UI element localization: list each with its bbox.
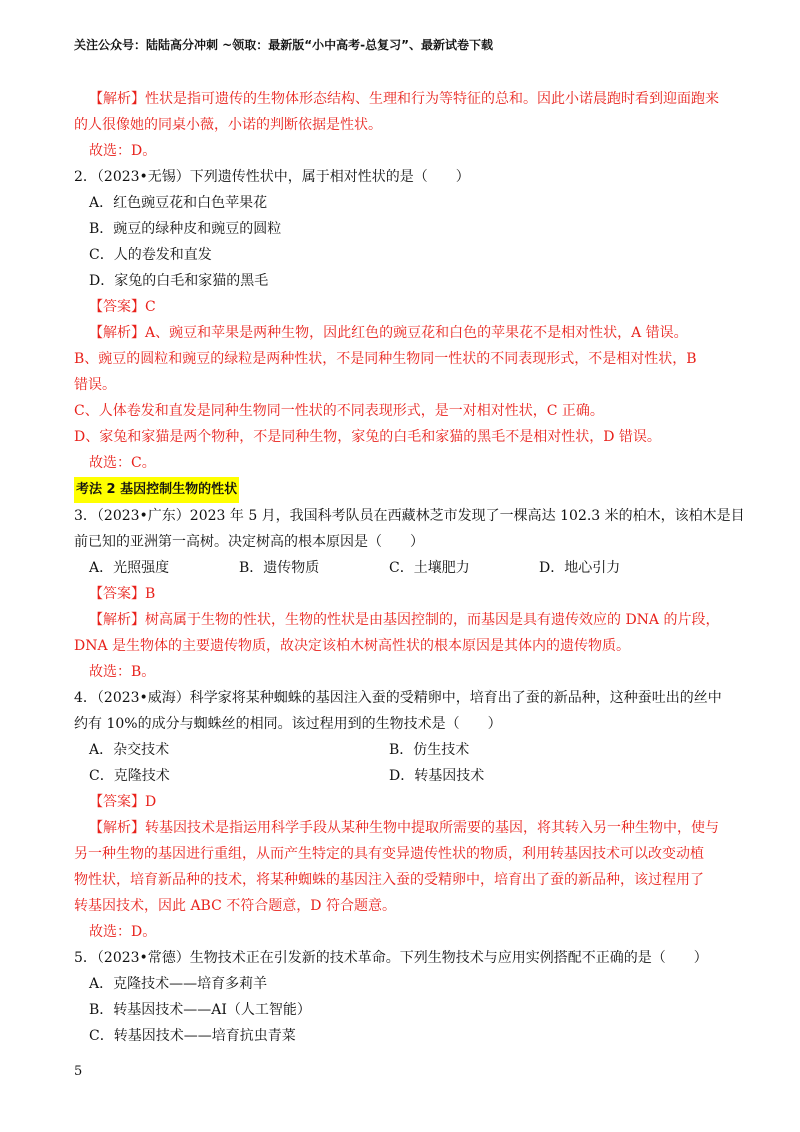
q2-analysis-line: 错误。 — [74, 377, 116, 393]
q4-option-b: B．仿生技术 — [389, 742, 470, 758]
q3-option-a: A．光照强度 — [89, 560, 170, 576]
q4-stem-line: 4．（2023•威海）科学家将某种蜘蛛的基因注入蚕的受精卵中，培育出了蚕的新品种，这种蚕吐出的丝中 — [74, 690, 722, 706]
q2-analysis-line: 【解析】A、豌豆和苹果是两种生物，因此红色的豌豆花和白色的苹果花不是相对性状，A 错误。 — [89, 325, 688, 341]
q3-analysis-line: DNA 是生物体的主要遗传物质，故决定该柏木树高性状的根本原因是其体内的遗传物质。 — [74, 638, 631, 654]
q1-analysis-line: 的人很像她的同桌小薇，小诺的判断依据是性状。 — [74, 117, 382, 133]
q4-option-c: C．克隆技术 — [89, 768, 170, 784]
q4-analysis-line: 另一种生物的基因进行重组，从而产生特定的具有变异遗传性状的物质，利用转基因技术可以改变动植 — [74, 846, 704, 862]
q2-option-c: C．人的卷发和直发 — [89, 247, 212, 263]
q3-option-c: C．土壤肥力 — [389, 560, 470, 576]
q2-option-b: B．豌豆的绿种皮和豌豆的圆粒 — [89, 221, 282, 237]
q4-option-d: D．转基因技术 — [389, 768, 485, 784]
q2-analysis-line: D、家兔和家猫是两个物种，不是同种生物，家兔的白毛和家猫的黑毛不是相对性状，D 错误。 — [74, 429, 661, 445]
q3-option-d: D．地心引力 — [539, 560, 621, 576]
q3-stem-line: 前已知的亚洲第一高树。决定树高的根本原因是（ ） — [74, 534, 424, 550]
q3-answer: 【答案】B — [89, 586, 156, 602]
q4-options-row — [74, 763, 734, 789]
q4-stem-line: 约有 10%的成分与蜘蛛丝的相同。该过程用到的生物技术是（ ） — [74, 716, 502, 732]
q1-analysis-line: 【解析】性状是指可遗传的生物体形态结构、生理和行为等特征的总和。因此小诺晨跑时看到迎面跑来 — [89, 91, 719, 107]
q3-stem-line: 3．（2023•广东）2023 年 5 月，我国科考队员在西藏林芝市发现了一棵高达 102.3 米的柏木，该柏木是目 — [74, 508, 745, 524]
q2-answer: 【答案】C — [89, 299, 156, 315]
q2-option-a: A．红色豌豆花和白色苹果花 — [89, 195, 268, 211]
q2-stem: 2．（2023•无锡）下列遗传性状中，属于相对性状的是（ ） — [74, 169, 470, 185]
q3-choose: 故选：B。 — [89, 664, 156, 680]
q5-option-a: A．克隆技术——培育多莉羊 — [89, 976, 268, 992]
q3-analysis-line: 【解析】树高属于生物的性状，生物的性状是由基因控制的，而基因是具有遗传效应的 DNA 的片段， — [89, 612, 720, 628]
q4-analysis-line: 【解析】转基因技术是指运用科学手段从某种生物中提取所需要的基因，将其转入另一种生物中，使与 — [89, 820, 719, 836]
q5-option-b: B．转基因技术——AI（人工智能） — [89, 1002, 311, 1018]
q4-option-a: A．杂交技术 — [89, 742, 170, 758]
q3-options — [74, 555, 734, 581]
q2-choose: 故选：C。 — [89, 455, 156, 471]
q4-analysis-line: 转基因技术，因此 ABC 不符合题意，D 符合题意。 — [74, 898, 396, 914]
page-header: 关注公众号：陆陆高分冲刺 ~领取：最新版“小中高考-总复习”、最新试卷下载 — [74, 38, 493, 52]
section-heading: 考法 2 基因控制生物的性状 — [74, 477, 239, 503]
q2-option-d: D．家兔的白毛和家猫的黑毛 — [89, 273, 269, 289]
q5-option-c: C．转基因技术——培育抗虫青菜 — [89, 1028, 296, 1044]
q2-analysis-line: B、豌豆的圆粒和豌豆的绿粒是两种性状，不是同种生物同一性状的不同表现形式，不是相对性状，B — [74, 351, 697, 367]
page-number: 5 — [74, 1064, 83, 1079]
q4-options-row — [74, 737, 734, 763]
q3-option-b: B．遗传物质 — [239, 560, 320, 576]
q5-stem: 5．（2023•常德）生物技术正在引发新的技术革命。下列生物技术与应用实例搭配不正确的是（ ） — [74, 950, 708, 966]
document-body — [74, 86, 745, 1049]
q2-analysis-line: C、人体卷发和直发是同种生物同一性状的不同表现形式，是一对相对性状，C 正确。 — [74, 403, 604, 419]
section-heading-row — [74, 476, 734, 503]
q1-choose: 故选：D。 — [89, 143, 157, 159]
q4-answer: 【答案】D — [89, 794, 157, 810]
q4-analysis-line: 物性状，培育新品种的技术，将某种蜘蛛的基因注入蚕的受精卵中，培育出了蚕的新品种，该过程用了 — [74, 872, 704, 888]
q4-choose: 故选：D。 — [89, 924, 157, 940]
